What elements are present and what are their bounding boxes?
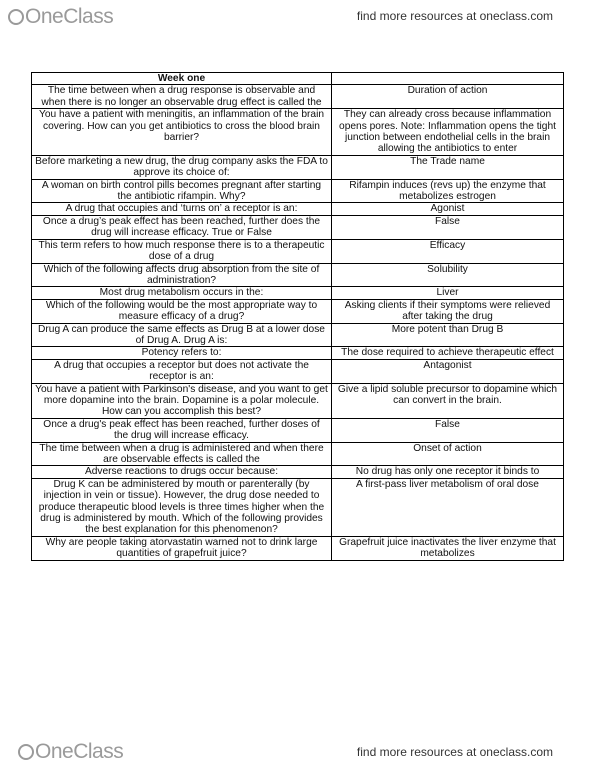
answer-cell: Rifampin induces (revs up) the enzyme that metabolizes estrogen [332, 179, 564, 203]
answer-cell: Antagonist [332, 359, 564, 383]
answer-cell: Asking clients if their symptoms were relieved after taking the drug [332, 299, 564, 323]
table-row [32, 109, 564, 156]
oneclass-logo [8, 6, 113, 27]
question-cell: This term refers to how much response there is to a therapeutic dose of a drug [32, 239, 332, 263]
question-cell: Most drug metabolism occurs in the: [32, 287, 332, 299]
question-cell: Which of the following would be the most appropriate way to measure efficacy of a drug? [32, 299, 332, 323]
answer-cell: No drug has only one receptor it binds to [332, 466, 564, 478]
table-row [32, 323, 564, 347]
study-table-body [32, 73, 564, 561]
answer-cell: Agonist [332, 203, 564, 215]
answer-cell: Efficacy [332, 239, 564, 263]
study-table [31, 72, 564, 561]
table-row [32, 263, 564, 287]
question-cell: Potency refers to: [32, 347, 332, 359]
table-row [32, 287, 564, 299]
answer-cell: The dose required to achieve therapeutic effect [332, 347, 564, 359]
table-row [32, 239, 564, 263]
answer-cell: Duration of action [332, 85, 564, 109]
table-row [32, 203, 564, 215]
answer-cell: Solubility [332, 263, 564, 287]
logo-text: OneClass [25, 5, 114, 28]
table-row [32, 215, 564, 239]
question-cell: A drug that occupies a receptor but does not activate the receptor is an: [32, 359, 332, 383]
answer-cell: False [332, 418, 564, 442]
table-row [32, 442, 564, 466]
question-cell: Once a drug’s peak effect has been reached, further does the drug will increase efficacy. True or False [32, 215, 332, 239]
table-row [32, 347, 564, 359]
table-row [32, 359, 564, 383]
table-row [32, 383, 564, 418]
logo-ring-icon [8, 9, 24, 25]
answer-cell: More potent than Drug B [332, 323, 564, 347]
question-cell: Before marketing a new drug, the drug company asks the FDA to approve its choice of: [32, 155, 332, 179]
table-row [32, 179, 564, 203]
answer-cell: They can already cross because inflammation opens pores. Note: Inflammation opens the tight junction between endothelial cells in the brain allowing the antibiotics to enter [332, 109, 564, 156]
answer-cell: The Trade name [332, 155, 564, 179]
question-cell: A drug that occupies and ‘turns on’ a receptor is an: [32, 203, 332, 215]
table-row [32, 466, 564, 478]
answer-cell: Grapefruit juice inactivates the liver enzyme that metabolizes [332, 536, 564, 560]
question-cell: You have a patient with meningitis, an inflammation of the brain covering. How can you get antibiotics to cross the blood brain barrier? [32, 109, 332, 156]
table-header-row [32, 73, 564, 85]
question-cell: Which of the following affects drug absorption from the site of administration? [32, 263, 332, 287]
table-title: Week one [32, 73, 332, 85]
answer-cell: Onset of action [332, 442, 564, 466]
logo-text: OneClass [35, 740, 124, 763]
table-row [32, 478, 564, 536]
answer-cell: Liver [332, 287, 564, 299]
question-cell: The time between when a drug is administered and when there are observable effects is called the [32, 442, 332, 466]
question-cell: A woman on birth control pills becomes pregnant after starting the antibiotic rifampin. Why? [32, 179, 332, 203]
footer-tagline: find more resources at oneclass.com [356, 745, 553, 759]
question-cell: Drug A can produce the same effects as Drug B at a lower dose of Drug A. Drug A is: [32, 323, 332, 347]
question-cell: Drug K can be administered by mouth or parenterally (by injection in vein or tissue). However, the drug dose needed to produce therapeutic blood levels is three times higher when the drug is administered by mouth. Which of the following provides the best explanation for this phenomenon? [32, 478, 332, 536]
table-row [32, 536, 564, 560]
question-cell: Once a drug's peak effect has been reached, further doses of the drug will increase efficacy. [32, 418, 332, 442]
question-cell: Why are people taking atorvastatin warned not to drink large quantities of grapefruit juice? [32, 536, 332, 560]
logo-ring-icon [18, 744, 34, 760]
table-row [32, 418, 564, 442]
question-cell: Adverse reactions to drugs occur because: [32, 466, 332, 478]
answer-cell: Give a lipid soluble precursor to dopamine which can convert in the brain. [332, 383, 564, 418]
answer-cell: False [332, 215, 564, 239]
question-cell: The time between when a drug response is observable and when there is no longer an observable drug effect is called the [32, 85, 332, 109]
answer-cell: A first-pass liver metabolism of oral dose [332, 478, 564, 536]
table-row [32, 85, 564, 109]
table-row [32, 299, 564, 323]
header-tagline: find more resources at oneclass.com [356, 9, 553, 23]
table-row [32, 155, 564, 179]
table-title-empty-cell [332, 73, 564, 85]
question-cell: You have a patient with Parkinson's disease, and you want to get more dopamine into the brain. Dopamine is a polar molecule. How can you accomplish this best? [32, 383, 332, 418]
oneclass-logo-footer [18, 741, 123, 762]
